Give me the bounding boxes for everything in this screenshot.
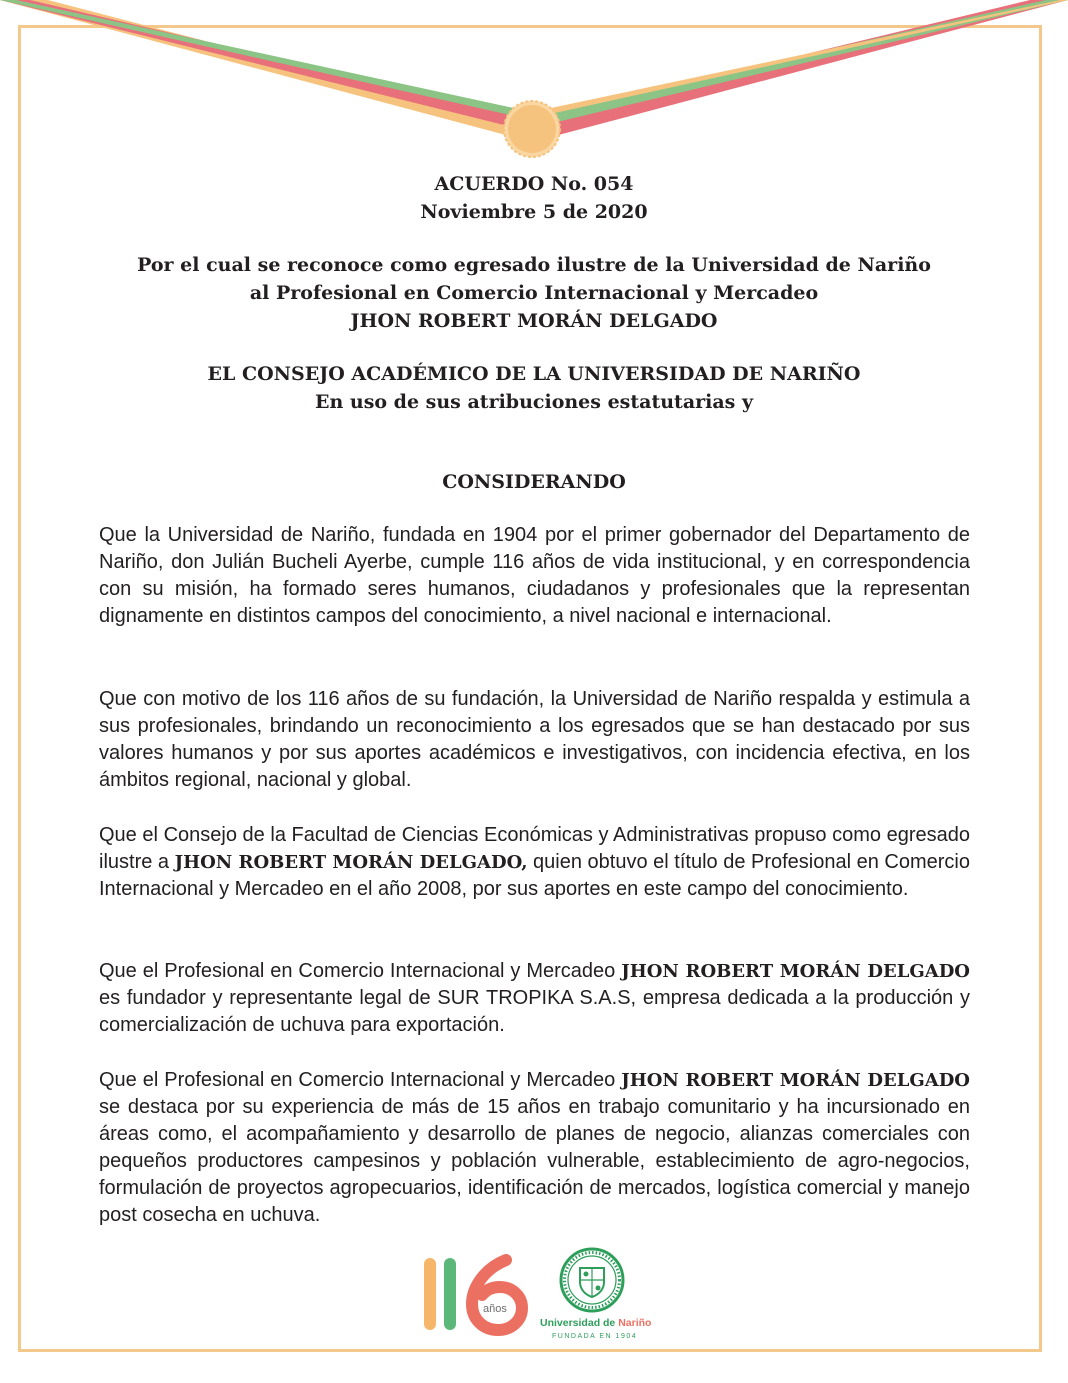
attributions-line: En uso de sus atribuciones estatutarias y (314, 391, 754, 413)
university-name-part2: Nariño (618, 1317, 652, 1329)
digit-six (472, 1260, 522, 1330)
paragraph-text: se destaca por su experiencia de más de 15 años en trabajo comunitario y ha incursionado en áreas como, el acompañamiento y desarrollo de planes de negocio, alianzas comerciales con pequeños productores campesinos y población vulnerable, establecimiento de agro-negocios, formulación de proyectos agropecuarios, identificación de mercados, logística comercial y manejo post cosecha en uchuva. (99, 1096, 970, 1226)
svg-text:Universidad de Nariño (540, 1317, 651, 1329)
council-block (0, 360, 1068, 416)
honoree-name: JHON ROBERT MORÁN DELGADO (350, 310, 718, 332)
honoree-name-inline: JHON ROBERT MORÁN DELGADO, (174, 852, 528, 873)
purpose-line-2: al Profesional en Comercio Internacional y Mercadeo (249, 282, 819, 304)
paragraph-proposal (99, 822, 970, 903)
crest-icon (580, 1268, 604, 1297)
agreement-number: ACUERDO No. 054 (434, 173, 634, 195)
paragraph-text: Que el Profesional en Comercio Internacional y Mercadeo (99, 960, 622, 982)
anniversary-word: años (483, 1303, 507, 1315)
paragraph-anniversary: Que con motivo de los 116 años de su fundación, la Universidad de Nariño respalda y estimula a sus profesionales, brindando un reconocimiento a los egresados que se han destacado por sus valores humanos y por sus aportes académicos e investigativos, con incidencia efectiva, en los ámbitos regional, nacional y global. (99, 688, 970, 791)
ribbon-medal-decoration (0, 0, 1068, 170)
paragraph-text: quien obtuvo el título de Profesional en Comercio Internacional y Mercadeo en el año 2008, por sus aportes en este campo del conocimiento. (99, 851, 970, 900)
council-name: EL CONSEJO ACADÉMICO DE LA UNIVERSIDAD DE NARIÑO (207, 363, 861, 385)
medal-icon (504, 101, 560, 157)
purpose-line-1: Por el cual se reconoce como egresado ilustre de la Universidad de Nariño (137, 254, 931, 276)
honoree-name-inline: JHON ROBERT MORÁN DELGADO (621, 1070, 970, 1091)
ribbon-right-red (532, 0, 1068, 142)
anniversary-116-logo (420, 1252, 530, 1336)
paragraph-text: Que el Profesional en Comercio Internacional y Mercadeo (99, 1069, 622, 1091)
paragraph-company (99, 958, 970, 1039)
agreement-date: Noviembre 5 de 2020 (420, 201, 648, 223)
university-seal-logo (536, 1246, 652, 1342)
digit-one-second (444, 1258, 456, 1330)
agreement-title-block (0, 170, 1068, 226)
ribbon-left-green (0, 0, 532, 120)
paragraph-foundation: Que la Universidad de Nariño, fundada en 1904 por el primer gobernador del Departamento de Nariño, don Julián Bucheli Ayerbe, cumple 116 años de vida institucional, y en correspondencia con su misión, ha formado seres humanos, ciudadanos y profesionales que la representan dignamente en distintos campos del conocimiento, a nivel nacional e internacional. (99, 524, 970, 627)
founded-label: FUNDADA EN 1904 (552, 1333, 638, 1340)
ribbon-left-gold (0, 0, 532, 142)
paragraph-text: es fundador y representante legal de SUR TROPIKA S.A.S, empresa dedicada a la producción y comercialización de uchuva para exportación. (99, 987, 970, 1036)
paragraph-text: Que el Consejo de la Facultad de Ciencias Económicas y Administrativas propuso como egresado ilustre a (99, 824, 970, 873)
considerando-heading: CONSIDERANDO (442, 471, 626, 493)
purpose-block (0, 251, 1068, 335)
paragraph-experience (99, 1067, 970, 1229)
honoree-name-inline: JHON ROBERT MORÁN DELGADO (621, 961, 970, 982)
digit-one-first (424, 1258, 436, 1330)
university-name-part1: Universidad de (540, 1317, 619, 1329)
